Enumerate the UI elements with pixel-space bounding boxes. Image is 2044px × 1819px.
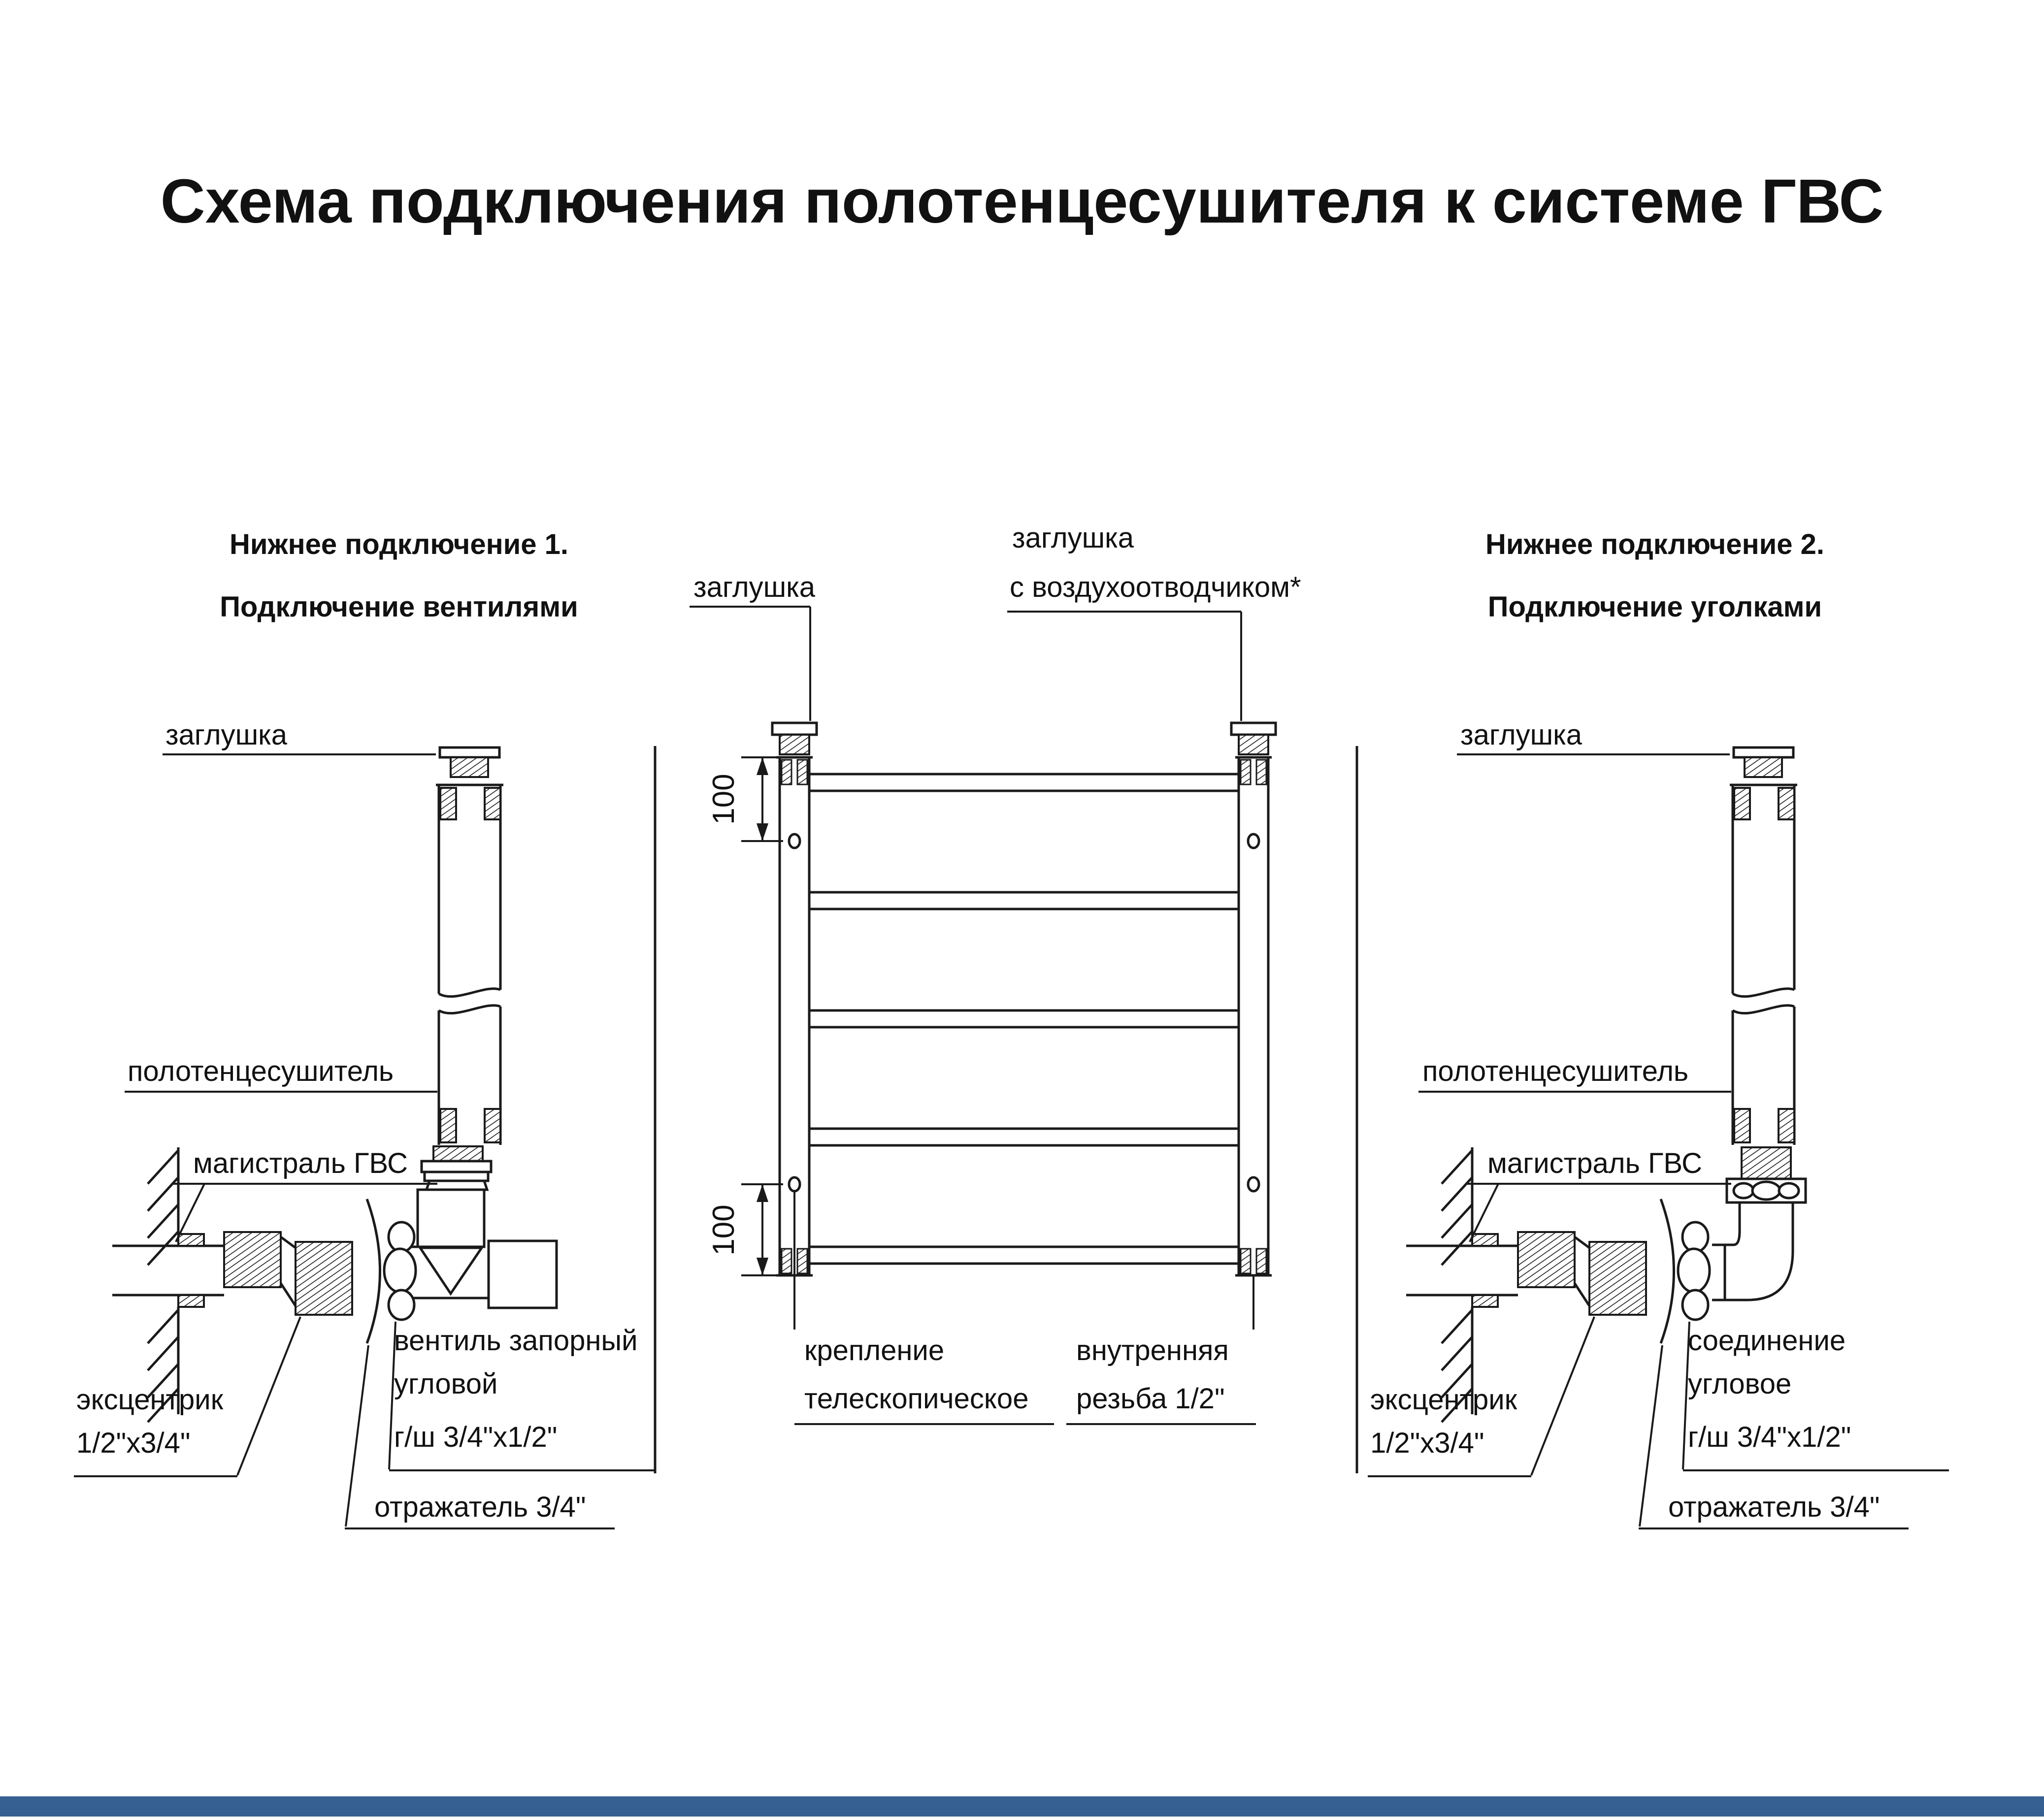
internal-thread-label-line2: резьба 1/2" [1076, 1383, 1225, 1415]
left-eccentric-label-line2: 1/2"x3/4" [76, 1427, 191, 1459]
right-eccentric-label-line2: 1/2"x3/4" [1370, 1427, 1484, 1459]
right-eccentric [1518, 1232, 1646, 1315]
pipe-break-upper [1733, 989, 1794, 997]
left-towel-rail-label: полотенцесушитель [128, 1055, 394, 1087]
valve-outlet [489, 1241, 557, 1308]
left-valve-label-line2: угловой [394, 1368, 498, 1400]
right-towel-rail-label: полотенцесушитель [1422, 1055, 1689, 1087]
right-elbow-label-line3: г/ш 3/4"x1/2" [1688, 1421, 1851, 1453]
valve-union-nut [384, 1222, 416, 1320]
mount-hole [789, 834, 800, 848]
left-angle-valve [384, 1146, 557, 1320]
right-riser-pipe [1730, 785, 1797, 1145]
rail-plug-right [1231, 723, 1276, 754]
left-reflector [367, 1199, 380, 1343]
center-plug-label: заглушка [693, 571, 816, 603]
mount-hole [1248, 1177, 1259, 1191]
telescopic-mount-label-line1: крепление [804, 1334, 945, 1366]
left-heading-line2: Подключение вентилями [220, 591, 578, 623]
air-vent-plug-label-line1: заглушка [1012, 522, 1134, 554]
pipe-break-lower [439, 1006, 500, 1013]
telescopic-mount-label-line2: телескопическое [804, 1383, 1029, 1415]
internal-thread-label-line1: внутренняя [1076, 1334, 1229, 1366]
left-plug-label: заглушка [165, 719, 288, 751]
rail-rungs [809, 774, 1239, 1264]
left-eccentric-label-line1: эксцентрик [76, 1384, 224, 1416]
right-reflector-label: отражатель 3/4" [1668, 1491, 1880, 1523]
pipe-break-lower [1733, 1006, 1794, 1013]
left-heading-line1: Нижнее подключение 1. [229, 528, 569, 560]
dimension-bottom [741, 1184, 783, 1275]
left-eccentric [224, 1232, 352, 1315]
left-reflector-label: отражатель 3/4" [374, 1491, 586, 1523]
pipe-break-upper [439, 989, 500, 997]
dimension-top-label: 100 [707, 774, 741, 825]
rail-plug-left [772, 723, 817, 754]
air-vent-plug-label-line2: с воздухоотводчиком* [1010, 571, 1301, 603]
right-wall [1442, 1147, 1472, 1422]
mount-hole [1248, 834, 1259, 848]
left-hot-water-main-label: магистраль ГВС [193, 1147, 408, 1179]
mount-hole [789, 1177, 800, 1191]
left-riser-pipe [436, 785, 503, 1145]
right-section-heading [1485, 528, 1824, 623]
left-valve-label-line3: г/ш 3/4"x1/2" [394, 1421, 558, 1453]
left-section-heading [220, 528, 578, 623]
left-valve-label-line1: вентиль запорный [394, 1325, 638, 1357]
rail-right-collector [1235, 757, 1272, 1275]
right-heading-line2: Подключение уголками [1487, 591, 1822, 623]
left-supply-stub [112, 1234, 224, 1307]
right-supply-stub [1406, 1234, 1518, 1307]
right-plug [1734, 747, 1793, 777]
page-title: Схема подключения полотенцесушителя к системе ГВС [160, 166, 1884, 236]
right-reflector [1661, 1199, 1674, 1343]
right-plug-label: заглушка [1460, 719, 1582, 751]
right-heading-line1: Нижнее подключение 2. [1485, 528, 1825, 560]
right-elbow-label-line2: угловое [1688, 1368, 1792, 1400]
right-hot-water-main-label: магистраль ГВС [1487, 1147, 1702, 1179]
right-eccentric-label-line1: эксцентрик [1370, 1384, 1517, 1416]
right-elbow-label-line1: соединение [1688, 1325, 1846, 1357]
footer-bar [0, 1796, 2044, 1817]
dimension-bottom-label: 100 [707, 1204, 741, 1256]
dimension-top [741, 757, 783, 841]
left-plug [440, 747, 499, 777]
elbow-union-nut [1678, 1222, 1710, 1320]
left-wall [148, 1147, 178, 1422]
center-rail-drawing [690, 607, 1276, 1424]
